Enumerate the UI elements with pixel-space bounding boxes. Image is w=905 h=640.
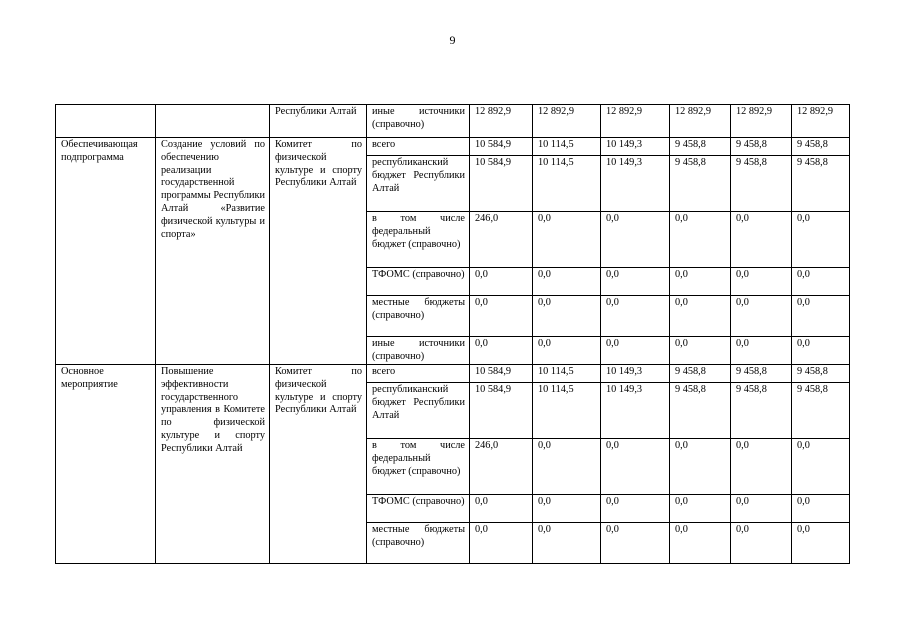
value-cell: 9 458,8 <box>731 138 792 156</box>
value-cell: 9 458,8 <box>670 138 731 156</box>
funding-source-cell: иные источники (справочно) <box>367 337 470 365</box>
table-row <box>56 365 850 383</box>
value-cell: 0,0 <box>533 495 601 523</box>
value-cell: 10 584,9 <box>470 365 533 383</box>
value-cell: 0,0 <box>470 523 533 564</box>
table-row <box>56 138 850 156</box>
table-body <box>56 105 850 564</box>
value-cell: 0,0 <box>792 439 850 495</box>
value-cell: 0,0 <box>601 296 670 337</box>
value-cell: 0,0 <box>670 523 731 564</box>
value-cell: 0,0 <box>533 212 601 268</box>
funding-source-cell: всего <box>367 138 470 156</box>
value-cell: 0,0 <box>533 296 601 337</box>
value-cell: 0,0 <box>601 212 670 268</box>
program-name-cell: Основное мероприятие <box>56 365 156 564</box>
value-cell: 0,0 <box>601 495 670 523</box>
value-cell: 9 458,8 <box>731 365 792 383</box>
value-cell: 9 458,8 <box>792 365 850 383</box>
value-cell: 10 114,5 <box>533 138 601 156</box>
value-cell: 0,0 <box>670 296 731 337</box>
value-cell: 0,0 <box>670 439 731 495</box>
funding-source-cell: иные источники (справочно) <box>367 105 470 138</box>
program-name-cell <box>56 105 156 138</box>
description-cell <box>156 105 270 138</box>
value-cell: 10 149,3 <box>601 138 670 156</box>
value-cell: 9 458,8 <box>731 156 792 212</box>
funding-source-cell: в том числе федеральный бюджет (справочно) <box>367 212 470 268</box>
value-cell: 0,0 <box>533 523 601 564</box>
funding-source-cell: республиканский бюджет Республики Алтай <box>367 156 470 212</box>
value-cell: 0,0 <box>792 337 850 365</box>
funding-source-cell: всего <box>367 365 470 383</box>
value-cell: 0,0 <box>470 495 533 523</box>
program-name-cell: Обеспечивающая подпрограмма <box>56 138 156 365</box>
value-cell: 12 892,9 <box>670 105 731 138</box>
value-cell: 10 114,5 <box>533 156 601 212</box>
value-cell: 9 458,8 <box>670 156 731 212</box>
value-cell: 0,0 <box>470 268 533 296</box>
value-cell: 12 892,9 <box>470 105 533 138</box>
value-cell: 9 458,8 <box>670 365 731 383</box>
table-row <box>56 105 850 138</box>
funding-source-cell: ТФОМС (справочно) <box>367 495 470 523</box>
value-cell: 0,0 <box>731 523 792 564</box>
value-cell: 10 584,9 <box>470 156 533 212</box>
value-cell: 0,0 <box>731 268 792 296</box>
value-cell: 0,0 <box>731 296 792 337</box>
value-cell: 0,0 <box>533 337 601 365</box>
value-cell: 12 892,9 <box>731 105 792 138</box>
funding-source-cell: республиканский бюджет Республики Алтай <box>367 383 470 439</box>
value-cell: 9 458,8 <box>731 383 792 439</box>
description-cell: Создание условий по обеспечению реализации государственной программы Республики Алтай «Развитие физической культуры и спорта» <box>156 138 270 365</box>
value-cell: 0,0 <box>601 439 670 495</box>
value-cell: 0,0 <box>670 495 731 523</box>
value-cell: 0,0 <box>792 212 850 268</box>
value-cell: 0,0 <box>792 523 850 564</box>
value-cell: 0,0 <box>670 212 731 268</box>
funding-source-cell: ТФОМС (справочно) <box>367 268 470 296</box>
value-cell: 0,0 <box>670 337 731 365</box>
value-cell: 0,0 <box>601 337 670 365</box>
value-cell: 0,0 <box>533 268 601 296</box>
value-cell: 10 584,9 <box>470 138 533 156</box>
value-cell: 0,0 <box>792 268 850 296</box>
value-cell: 0,0 <box>470 296 533 337</box>
page-number: 9 <box>449 33 456 47</box>
value-cell: 0,0 <box>792 296 850 337</box>
value-cell: 10 149,3 <box>601 156 670 212</box>
value-cell: 12 892,9 <box>533 105 601 138</box>
value-cell: 246,0 <box>470 212 533 268</box>
value-cell: 12 892,9 <box>601 105 670 138</box>
value-cell: 0,0 <box>470 337 533 365</box>
funding-table <box>55 104 850 564</box>
value-cell: 0,0 <box>731 439 792 495</box>
value-cell: 10 149,3 <box>601 383 670 439</box>
funding-source-cell: местные бюджеты (справочно) <box>367 523 470 564</box>
value-cell: 10 149,3 <box>601 365 670 383</box>
executor-cell: Комитет по физической культуре и спорту Республики Алтай <box>270 138 367 365</box>
value-cell: 9 458,8 <box>792 156 850 212</box>
value-cell: 0,0 <box>670 268 731 296</box>
executor-cell: Республики Алтай <box>270 105 367 138</box>
executor-cell: Комитет по физической культуре и спорту Республики Алтай <box>270 365 367 564</box>
value-cell: 10 584,9 <box>470 383 533 439</box>
funding-source-cell: в том числе федеральный бюджет (справочно) <box>367 439 470 495</box>
value-cell: 0,0 <box>731 495 792 523</box>
value-cell: 10 114,5 <box>533 365 601 383</box>
value-cell: 12 892,9 <box>792 105 850 138</box>
value-cell: 0,0 <box>533 439 601 495</box>
value-cell: 246,0 <box>470 439 533 495</box>
value-cell: 0,0 <box>792 495 850 523</box>
value-cell: 0,0 <box>601 523 670 564</box>
value-cell: 10 114,5 <box>533 383 601 439</box>
value-cell: 0,0 <box>731 212 792 268</box>
value-cell: 0,0 <box>601 268 670 296</box>
funding-source-cell: местные бюджеты (справочно) <box>367 296 470 337</box>
value-cell: 0,0 <box>731 337 792 365</box>
value-cell: 9 458,8 <box>792 138 850 156</box>
value-cell: 9 458,8 <box>792 383 850 439</box>
description-cell: Повышение эффективности государственного управления в Комитете по физической культуре и спорту Республики Алтай <box>156 365 270 564</box>
value-cell: 9 458,8 <box>670 383 731 439</box>
